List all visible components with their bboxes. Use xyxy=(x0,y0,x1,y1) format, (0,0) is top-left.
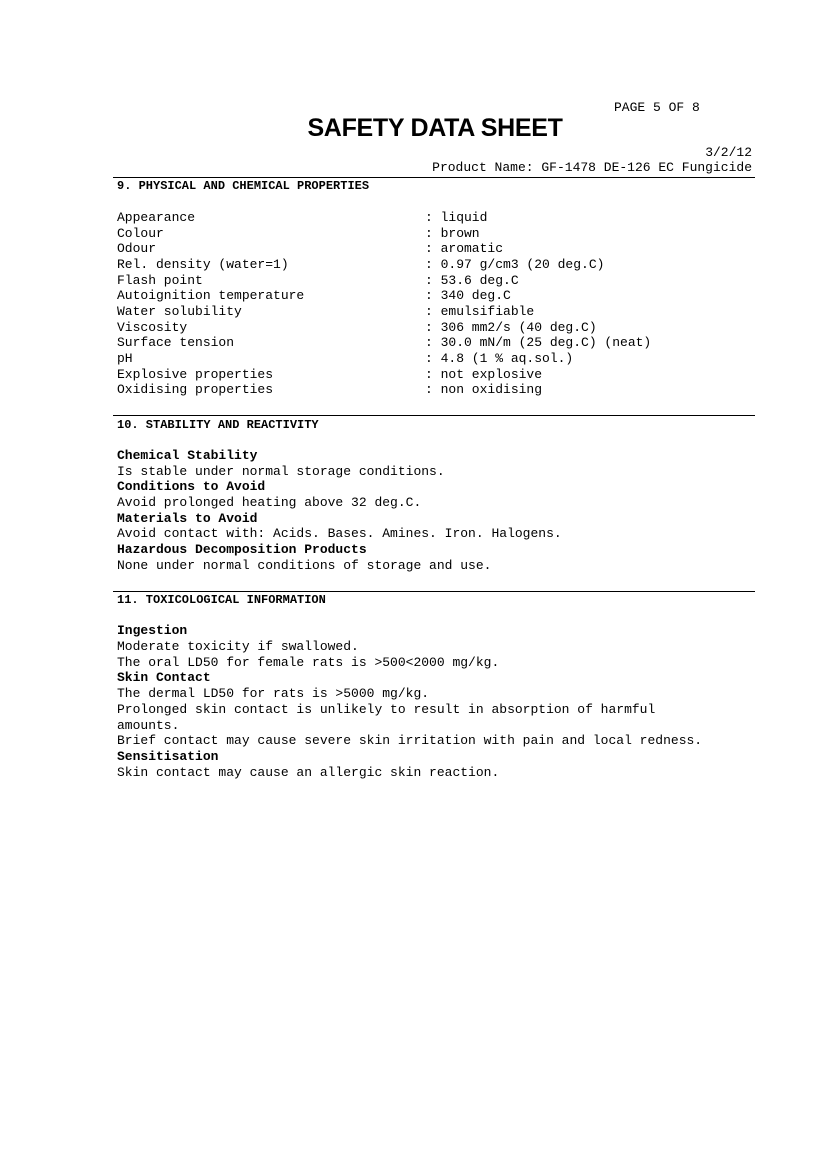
property-label: Rel. density (water=1) xyxy=(117,257,289,272)
property-label: pH xyxy=(117,351,133,366)
property-row xyxy=(117,273,519,289)
document-date: 3/2/12 xyxy=(705,145,752,160)
ingestion-text: The oral LD50 for female rats is >500<2000 mg/kg. xyxy=(117,655,500,670)
property-row xyxy=(117,210,488,226)
property-row xyxy=(117,367,543,383)
property-value: : 53.6 deg.C xyxy=(425,273,519,288)
property-row xyxy=(117,335,652,351)
property-label: Explosive properties xyxy=(117,367,274,382)
property-label: Colour xyxy=(117,226,164,241)
subheading-materials-to-avoid: Materials to Avoid xyxy=(117,511,258,526)
property-row xyxy=(117,257,605,273)
subheading-conditions-to-avoid: Conditions to Avoid xyxy=(117,479,266,494)
property-value: : liquid xyxy=(425,210,488,225)
skin-contact-text: Prolonged skin contact is unlikely to result in absorption of harmful xyxy=(117,702,656,717)
property-value: : non oxidising xyxy=(425,382,543,397)
property-label: Oxidising properties xyxy=(117,382,274,397)
subheading-sensitisation: Sensitisation xyxy=(117,749,219,764)
property-value: : 30.0 mN/m (25 deg.C) (neat) xyxy=(425,335,652,350)
property-row xyxy=(117,241,504,257)
product-name: Product Name: GF-1478 DE-126 EC Fungicide xyxy=(432,160,752,175)
property-row xyxy=(117,382,543,398)
property-label: Viscosity xyxy=(117,320,188,335)
property-label: Appearance xyxy=(117,210,196,225)
section-divider-9 xyxy=(113,177,755,178)
property-value: : 0.97 g/cm3 (20 deg.C) xyxy=(425,257,605,272)
chemical-stability-text: Is stable under normal storage conditions. xyxy=(117,464,445,479)
document-title: SAFETY DATA SHEET xyxy=(307,114,563,142)
conditions-to-avoid-text: Avoid prolonged heating above 32 deg.C. xyxy=(117,495,422,510)
page-number: PAGE 5 OF 8 xyxy=(614,100,700,115)
property-value: : aromatic xyxy=(425,241,504,256)
property-label: Water solubility xyxy=(117,304,242,319)
subheading-ingestion: Ingestion xyxy=(117,623,188,638)
section-heading-11: 11. TOXICOLOGICAL INFORMATION xyxy=(117,593,326,607)
property-value: : not explosive xyxy=(425,367,543,382)
property-label: Autoignition temperature xyxy=(117,288,305,303)
property-label: Flash point xyxy=(117,273,203,288)
section-divider-10 xyxy=(113,415,755,416)
hazardous-decomposition-text: None under normal conditions of storage and use. xyxy=(117,558,492,573)
property-row xyxy=(117,320,597,336)
property-row xyxy=(117,351,574,367)
section-heading-9: 9. PHYSICAL AND CHEMICAL PROPERTIES xyxy=(117,179,370,193)
property-value: : 4.8 (1 % aq.sol.) xyxy=(425,351,574,366)
subheading-hazardous-decomposition: Hazardous Decomposition Products xyxy=(117,542,367,557)
property-value: : emulsifiable xyxy=(425,304,535,319)
property-value: : 306 mm2/s (40 deg.C) xyxy=(425,320,597,335)
property-label: Surface tension xyxy=(117,335,235,350)
materials-to-avoid-text: Avoid contact with: Acids. Bases. Amines. Iron. Halogens. xyxy=(117,526,562,541)
subheading-chemical-stability: Chemical Stability xyxy=(117,448,258,463)
property-row xyxy=(117,288,511,304)
skin-contact-text: amounts. xyxy=(117,718,180,733)
section-divider-11 xyxy=(113,591,755,592)
property-value: : brown xyxy=(425,226,480,241)
skin-contact-text: Brief contact may cause severe skin irritation with pain and local redness. xyxy=(117,733,703,748)
sensitisation-text: Skin contact may cause an allergic skin reaction. xyxy=(117,765,500,780)
subheading-skin-contact: Skin Contact xyxy=(117,670,211,685)
section-heading-10: 10. STABILITY AND REACTIVITY xyxy=(117,418,319,432)
property-row xyxy=(117,226,480,242)
skin-contact-text: The dermal LD50 for rats is >5000 mg/kg. xyxy=(117,686,430,701)
property-label: Odour xyxy=(117,241,157,256)
property-value: : 340 deg.C xyxy=(425,288,511,303)
ingestion-text: Moderate toxicity if swallowed. xyxy=(117,639,359,654)
property-row xyxy=(117,304,535,320)
